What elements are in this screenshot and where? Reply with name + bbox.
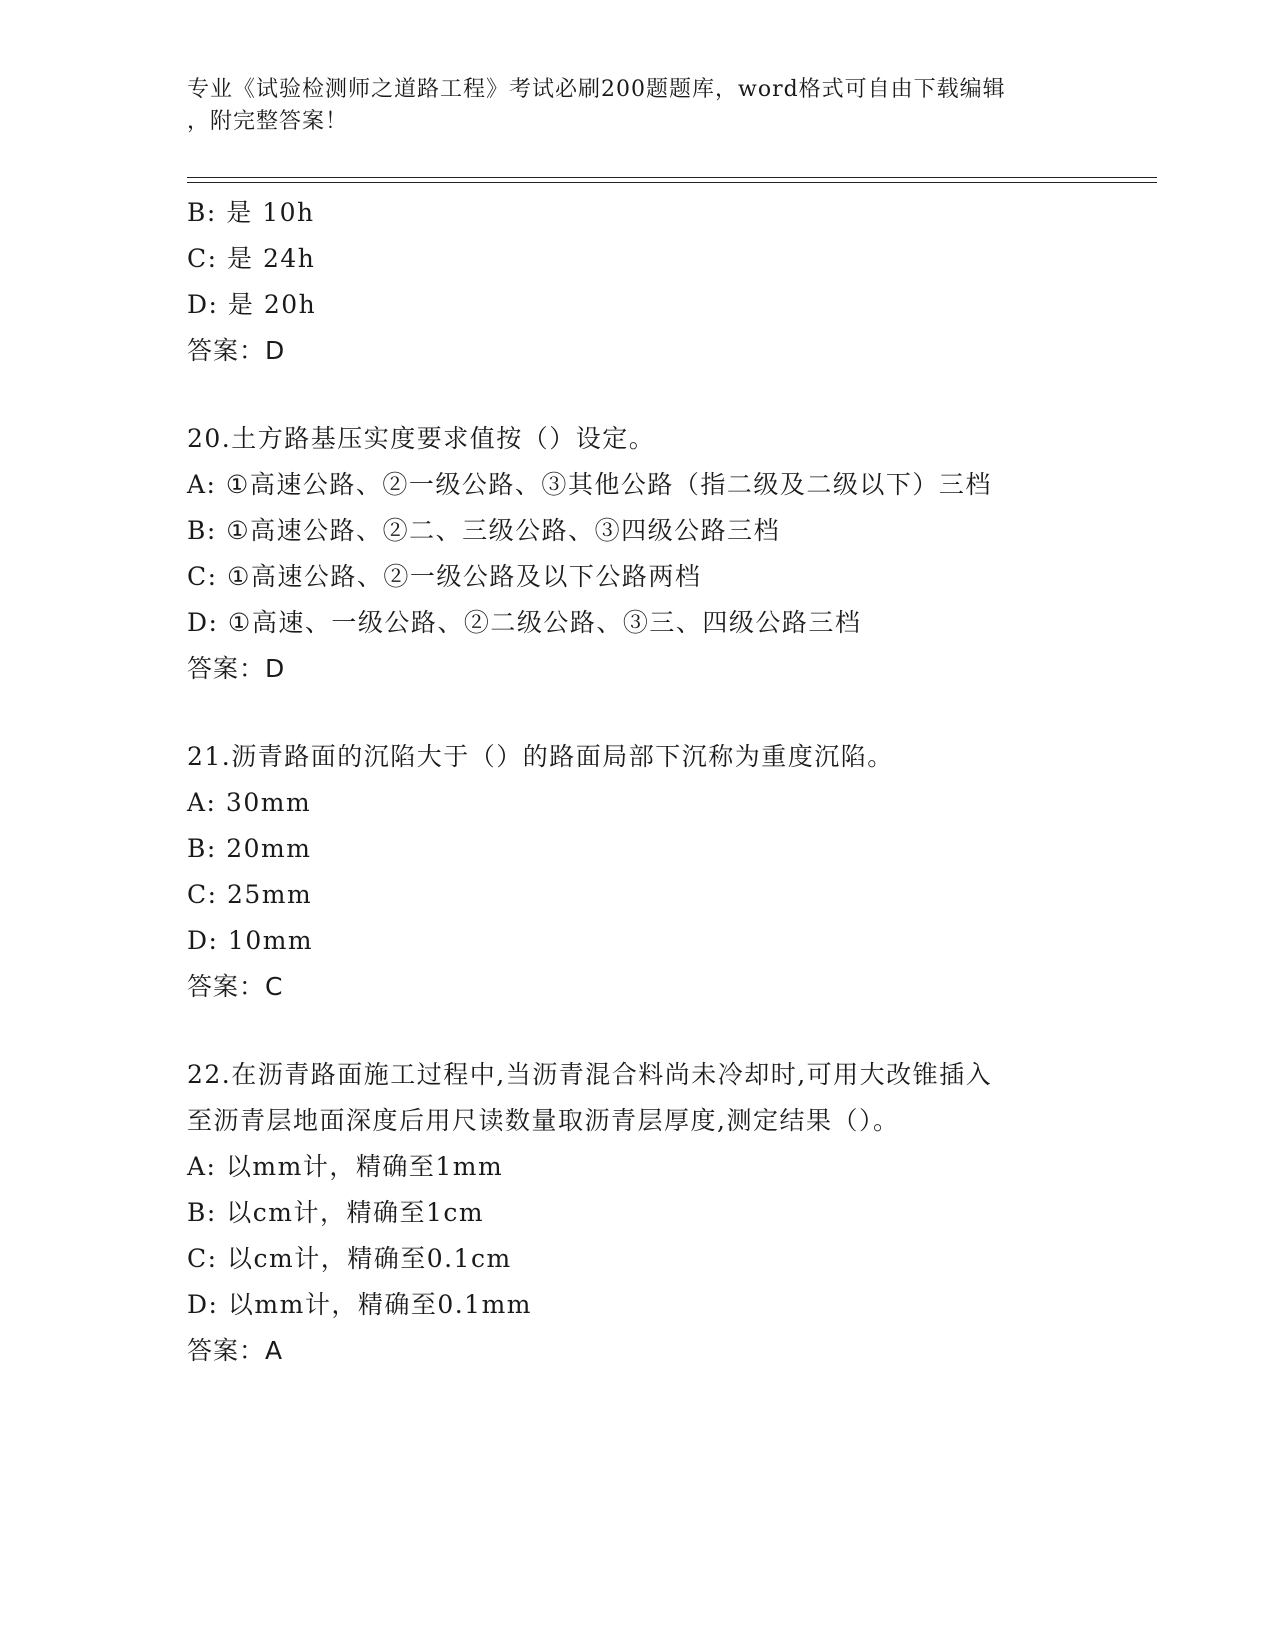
question-stem: 20.土方路基压实度要求值按（）设定。 (187, 424, 656, 453)
option-c: C: 以cm计，精确至0.1cm (187, 1244, 512, 1273)
question-20 (187, 416, 1147, 692)
header-divider-bottom (187, 182, 1157, 183)
header-divider-top (187, 177, 1157, 178)
question-list (187, 190, 1147, 1374)
option-c: C: 是 24h (187, 244, 316, 273)
option-a: A: 以mm计，精确至1mm (187, 1152, 504, 1181)
document-header (187, 74, 1067, 138)
option-b: B: 20mm (187, 834, 312, 863)
option-d: D: 以mm计，精确至0.1mm (187, 1290, 532, 1319)
option-a: A: ①高速公路、②一级公路、③其他公路（指二级及二级以下）三档 (187, 470, 992, 499)
option-a: A: 30mm (187, 788, 312, 817)
option-b: B: 是 10h (187, 198, 315, 227)
answer-line: 答案：C (187, 972, 284, 1001)
header-title-line1: 专业《试验检测师之道路工程》考试必刷200题题库，word格式可自由下载编辑 (187, 77, 1006, 102)
answer-line: 答案：D (187, 336, 286, 365)
option-b: B: ①高速公路、②二、三级公路、③四级公路三档 (187, 516, 781, 545)
question-stem-line2: 至沥青层地面深度后用尺读数量取沥青层厚度,测定结果（）。 (187, 1106, 900, 1135)
answer-line: 答案：D (187, 654, 286, 683)
question-22 (187, 1052, 1147, 1374)
option-b: B: 以cm计，精确至1cm (187, 1198, 485, 1227)
option-d: D: 是 20h (187, 290, 317, 319)
header-title-line2: ，附完整答案！ (187, 109, 349, 134)
question-stem-line1: 22.在沥青路面施工过程中,当沥青混合料尚未冷却时,可用大改锥插入 (187, 1060, 993, 1089)
option-d: D: 10mm (187, 926, 314, 955)
question-21 (187, 734, 1147, 1010)
option-c: C: ①高速公路、②一级公路及以下公路两档 (187, 562, 702, 591)
option-d: D: ①高速、一级公路、②二级公路、③三、四级公路三档 (187, 608, 862, 637)
answer-line: 答案：A (187, 1336, 284, 1365)
option-c: C: 25mm (187, 880, 313, 909)
question-19-continued (187, 190, 1147, 374)
question-stem: 21.沥青路面的沉陷大于（）的路面局部下沉称为重度沉陷。 (187, 742, 894, 771)
